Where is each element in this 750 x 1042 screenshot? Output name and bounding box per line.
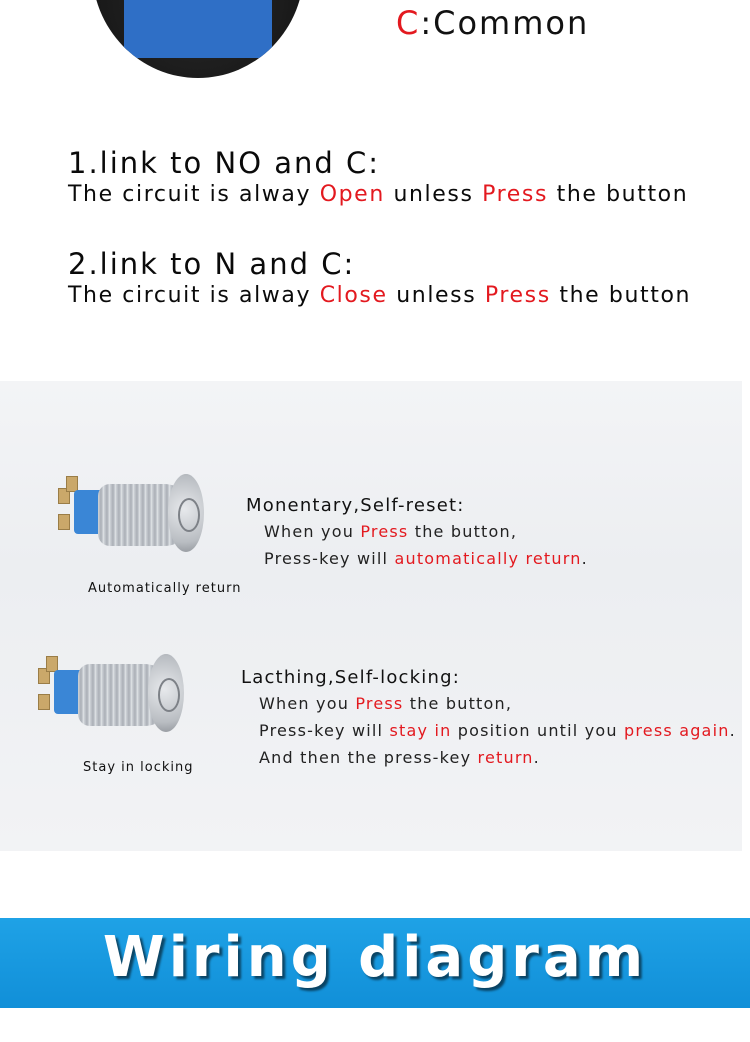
latching-line2-suffix: . <box>729 721 736 740</box>
momentary-line1-suffix: the button, <box>408 522 518 541</box>
common-label <box>396 4 589 42</box>
switch-types-section <box>0 381 742 851</box>
latching-line3-prefix: And then the press-key <box>259 748 478 767</box>
link-1-desc-open: Open <box>319 182 385 207</box>
latching-line2-stay-in: stay in <box>389 721 452 740</box>
momentary-title: Monentary,Self-reset: <box>246 495 465 516</box>
link-1-title: 1.link to NO and C: <box>68 146 381 180</box>
latching-line-1 <box>259 694 512 713</box>
latching-switch-image <box>30 650 180 730</box>
latching-line1-suffix: the button, <box>403 694 513 713</box>
momentary-line2-auto-return: automatically return <box>394 549 582 568</box>
momentary-line1-prefix: When you <box>264 522 361 541</box>
momentary-line-2 <box>264 549 588 568</box>
momentary-line1-press: Press <box>360 522 409 541</box>
momentary-switch-image <box>50 470 200 550</box>
latching-line2-mid: position until you <box>451 721 625 740</box>
momentary-line2-prefix: Press-key will <box>264 549 395 568</box>
latching-line-2 <box>259 721 736 740</box>
latching-line1-press: Press <box>355 694 404 713</box>
link-2-desc-suffix: the button <box>550 283 692 308</box>
latching-caption: Stay in locking <box>83 760 194 775</box>
link-2-desc-prefix: The circuit is alway <box>68 283 320 308</box>
momentary-line-1 <box>264 522 517 541</box>
latching-line3-suffix: . <box>533 748 540 767</box>
link-1-desc-mid: unless <box>384 182 483 207</box>
link-1-desc-press: Press <box>482 182 549 207</box>
switch-photo-back <box>92 0 304 78</box>
latching-title: Lacthing,Self-locking: <box>241 667 460 688</box>
link-1-desc-suffix: the button <box>548 182 689 207</box>
latching-line2-press-again: press again <box>624 721 730 740</box>
link-1-description <box>68 182 688 207</box>
momentary-line2-suffix: . <box>581 549 588 568</box>
link-2-title: 2.link to N and C: <box>68 247 356 281</box>
link-2-desc-mid: unless <box>387 283 485 308</box>
common-text: :Common <box>420 4 590 42</box>
link-2-description <box>68 283 691 308</box>
banner-title: Wiring diagram <box>102 925 648 990</box>
momentary-caption: Automatically return <box>88 581 242 596</box>
link-1-desc-prefix: The circuit is alway <box>68 182 320 207</box>
latching-line-3 <box>259 748 540 767</box>
common-letter: C <box>396 4 421 42</box>
switch-base <box>124 0 272 58</box>
latching-line3-return: return <box>477 748 534 767</box>
link-2-desc-press: Press <box>484 283 551 308</box>
latching-line1-prefix: When you <box>259 694 356 713</box>
link-2-desc-close: Close <box>319 283 388 308</box>
latching-line2-prefix: Press-key will <box>259 721 390 740</box>
